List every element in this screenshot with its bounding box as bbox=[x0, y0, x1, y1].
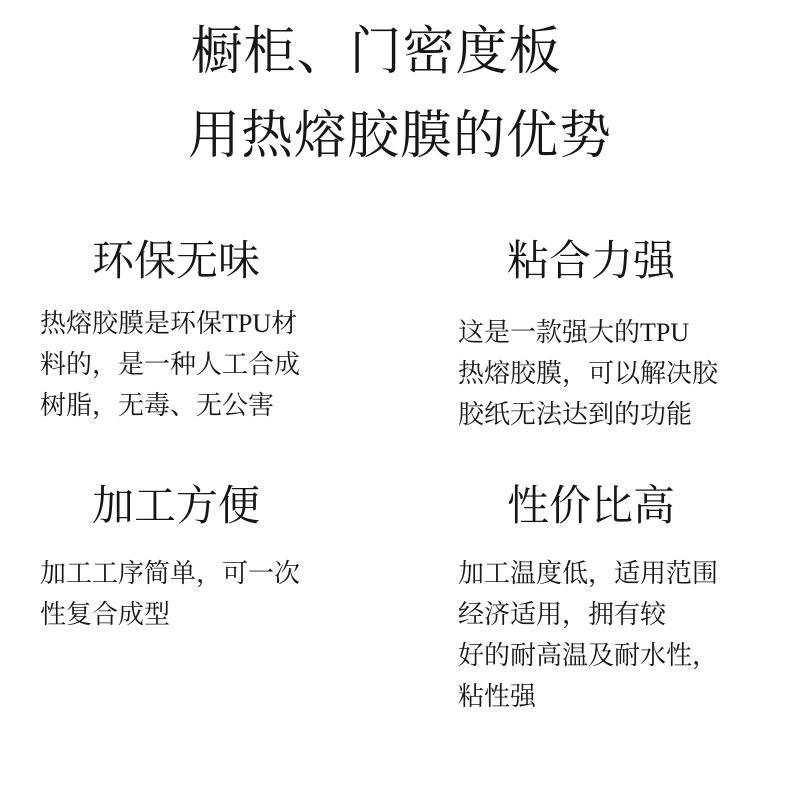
body-line: 热熔胶膜，可以解决胶 bbox=[458, 359, 719, 388]
body-line: 加工工序简单，可一次 bbox=[40, 559, 301, 588]
body-line: 粘性强 bbox=[458, 682, 537, 711]
body-line: 经济适用，拥有较 bbox=[458, 600, 667, 629]
body-line: 树脂，无毒、无公害 bbox=[40, 391, 275, 420]
body-line: 性复合成型 bbox=[40, 600, 171, 629]
body-line: 加工温度低，适用范围 bbox=[458, 559, 719, 588]
body-line: 好的耐高温及耐水性， bbox=[458, 641, 719, 670]
section-heading-cost-effective: 性价比高 bbox=[506, 484, 675, 530]
body-line: 热熔胶膜是环保TPU材 bbox=[40, 309, 298, 338]
body-line: 料的，是一种人工合成 bbox=[40, 350, 301, 379]
section-body-cost-effective bbox=[458, 553, 718, 717]
section-heading-eco-friendly: 环保无味 bbox=[91, 239, 260, 285]
section-heading-strong-adhesion: 粘合力强 bbox=[506, 239, 675, 285]
section-heading-easy-processing: 加工方便 bbox=[91, 484, 260, 530]
section-body-eco-friendly bbox=[40, 303, 300, 426]
page-title-line-2: 用热熔胶膜的优势 bbox=[187, 108, 612, 165]
page-title-line-1: 橱柜、门密度板 bbox=[190, 24, 562, 81]
section-body-strong-adhesion bbox=[458, 312, 718, 435]
body-line: 这是一款强大的TPU bbox=[458, 318, 690, 347]
body-line: 胶纸无法达到的功能 bbox=[458, 400, 693, 429]
section-body-easy-processing bbox=[40, 553, 300, 635]
